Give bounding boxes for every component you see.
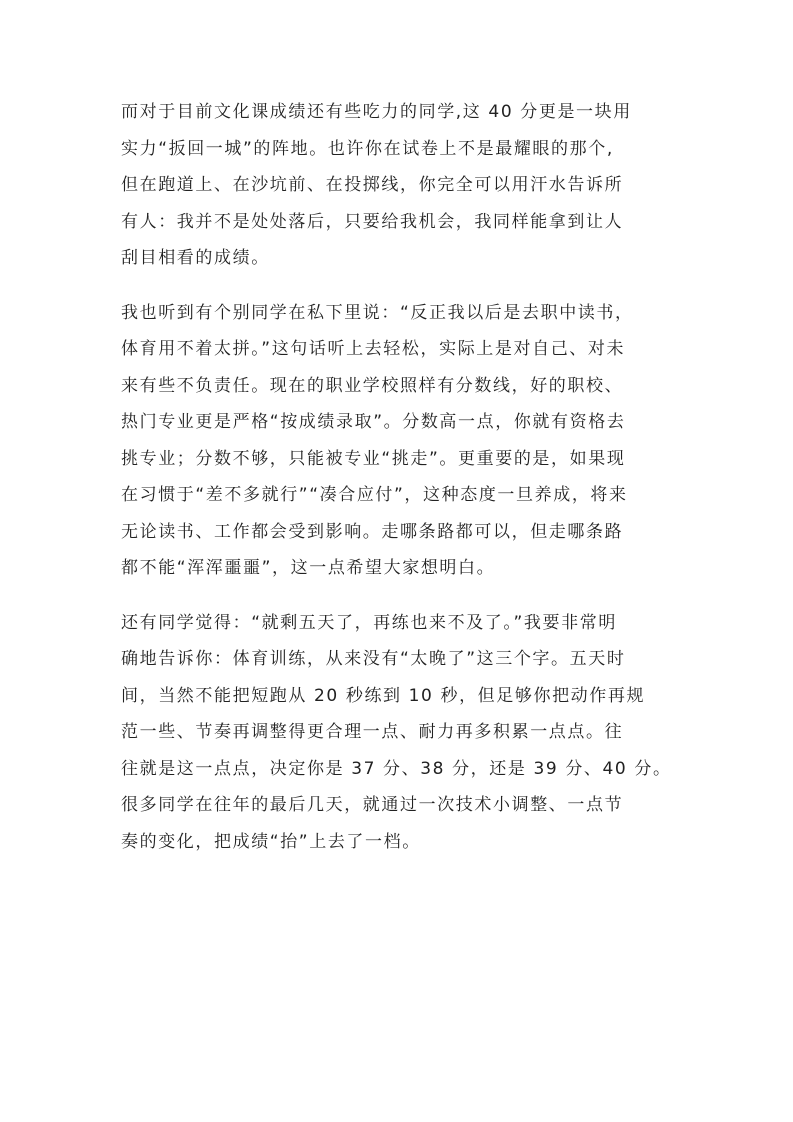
text-line: 往就是这一点点，决定你是 37 分、38 分，还是 39 分、40 分。 <box>121 758 672 779</box>
text-line: 实力“扳回一城”的阵地。也许你在试卷上不是最耀眼的那个, <box>121 138 614 159</box>
text-line: 都不能“浑浑噩噩”，这一点希望大家想明白。 <box>121 558 496 578</box>
text-line: 很多同学在往年的最后几天，就通过一次技术小调整、一点节 <box>121 795 624 815</box>
text-line: 挑专业；分数不够，只能被专业“挑走”。更重要的是，如果现 <box>121 448 626 469</box>
paragraph-1 <box>121 94 689 277</box>
text-line: 还有同学觉得：“就剩五天了，再练也来不及了。”我要非常明 <box>121 612 617 633</box>
text-line: 范一些、节奏再调整得更合理一点、耐力再多积累一点点。往 <box>121 722 624 742</box>
text-line: 刮目相看的成绩。 <box>121 248 270 268</box>
text-line: 无论读书、工作都会受到影响。走哪条路都可以，但走哪条路 <box>121 521 624 542</box>
paragraph-2 <box>121 295 689 587</box>
text-line: 奏的变化，把成绩“抬”上去了一档。 <box>121 831 421 852</box>
document-body <box>121 94 689 878</box>
text-line: 间，当然不能把短跑从 20 秒练到 10 秒，但足够你把动作再规 <box>121 685 646 706</box>
text-line: 在习惯于“差不多就行”“凑合应付”，这种态度一旦养成，将来 <box>121 485 628 505</box>
text-line: 我也听到有个别同学在私下里说：“反正我以后是去职中读书， <box>121 302 634 323</box>
text-line: 体育用不着太拼。”这句话听上去轻松，实际上是对自己、对未 <box>121 339 626 359</box>
text-line: 热门专业更是严格“按成绩录取”。分数高一点，你就有资格去 <box>121 412 626 432</box>
text-line: 而对于目前文化课成绩还有些吃力的同学,这 40 分更是一块用 <box>121 102 632 122</box>
paragraph-3 <box>121 605 689 861</box>
text-line: 来有些不负责任。现在的职业学校照样有分数线，好的职校、 <box>121 375 624 396</box>
text-line: 但在跑道上、在沙坑前、在投掷线，你完全可以用汗水告诉所 <box>121 175 624 195</box>
text-line: 有人：我并不是处处落后，只要给我机会，我同样能拿到让人 <box>121 211 624 232</box>
text-line: 确地告诉你：体育训练，从来没有“太晚了”这三个字。五天时 <box>121 649 626 669</box>
